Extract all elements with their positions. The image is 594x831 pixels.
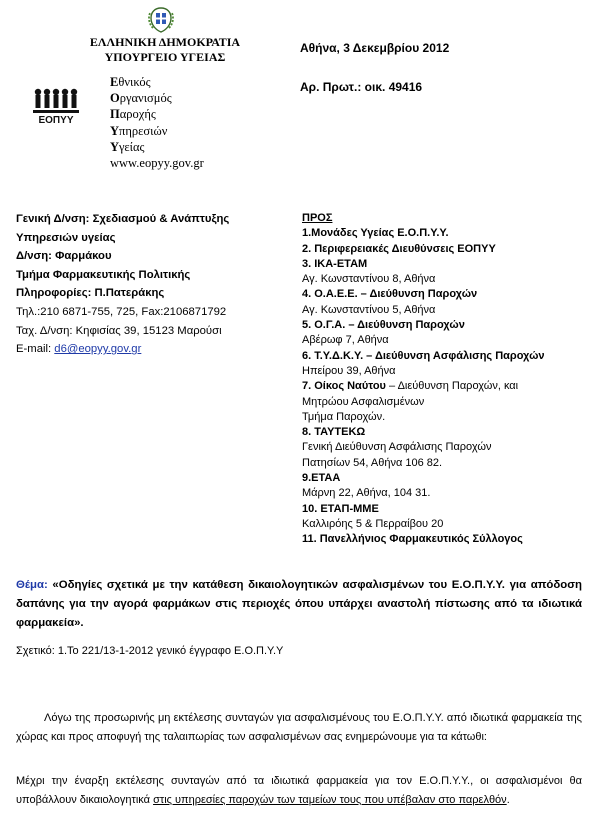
gov-line-2: ΥΠΟΥΡΓΕΙΟ ΥΓΕΙΑΣ	[104, 50, 226, 64]
org-line: Εθνικός	[110, 75, 151, 89]
recipient-line: 8. ΤΑΥΤΕΚΩ	[302, 426, 366, 439]
recipient-line: Καλλιρόης 5 & Περραίβου 20	[302, 517, 444, 530]
logo-text: ΕΟΠΥΥ	[38, 115, 74, 126]
recipient-line: Γενική Διεύθυνση Ασφάλισης Παροχών	[302, 441, 492, 454]
organization-name	[110, 74, 204, 171]
recipient-line: Αγ. Κωνσταντίνου 8, Αθήνα	[302, 273, 436, 286]
document-date: Αθήνα, 3 Δεκεμβρίου 2012	[300, 41, 450, 55]
eopyy-logo	[30, 86, 86, 126]
sender-line: Τμήμα Φαρμακευτικής Πολιτικής	[16, 268, 191, 281]
recipient-line: Πατησίων 54, Αθήνα 106 82.	[302, 456, 443, 469]
greek-emblem-icon	[146, 6, 176, 34]
sender-line: Δ/νση: Φαρμάκου	[16, 250, 112, 263]
recipient-line: 5. Ο.Γ.Α. – Διεύθυνση Παροχών	[302, 319, 465, 332]
recipient-line: Τμήμα Παροχών.	[302, 410, 386, 423]
subject-label: Θέμα:	[16, 579, 48, 591]
recipient-line: Αβέρωφ 7, Αθήνα	[302, 334, 389, 347]
recipient-line: 9.ΕΤΑΑ	[302, 472, 341, 485]
gov-line-1: ΕΛΛΗΝΙΚΗ ΔΗΜΟΚΡΑΤΙΑ	[89, 35, 241, 49]
underlined-text: στις υπηρεσίες παροχών των ταμείων τους που υπέβαλαν στο παρελθόν	[153, 794, 507, 806]
sender-line: Γενική Δ/νση: Σχεδιασμού & Ανάπτυξης	[16, 213, 230, 225]
sender-line: Υπηρεσιών υγείας	[16, 231, 116, 244]
org-line: Υπηρεσιών	[110, 123, 168, 138]
recipient-line: 1.Μονάδες Υγείας Ε.Ο.Π.Υ.Υ.	[302, 227, 449, 240]
body-paragraph-1: Λόγω της προσωρινής μη εκτέλεσης συνταγών για ασφαλισμένους του Ε.Ο.Π.Υ.Υ. από ιδιωτικά φαρμακεία της χώρας και προς αποφυγή της ταλαιπωρίας των ασφαλισμένων σας ενημερώνουμε για τα κάτωθι:	[16, 712, 582, 743]
org-line: Υγείας	[110, 139, 145, 154]
recipients-title: ΠΡΟΣ	[302, 212, 333, 224]
government-heading	[85, 35, 245, 65]
recipient-line: Μάρνη 22, Αθήνα, 104 31.	[302, 487, 431, 500]
recipient-line: 10. ΕΤΑΠ-ΜΜΕ	[302, 502, 379, 515]
sender-email-row	[16, 340, 286, 359]
subject	[16, 576, 582, 633]
sender-phone: Τηλ.:210 6871-755, 725, Fax:2106871792	[16, 305, 227, 318]
reference: Σχετικό: 1.Το 221/13-1-2012 γενικό έγγραφο Ε.Ο.Π.Υ.Υ	[16, 645, 284, 657]
recipient-line: 3. ΙΚΑ-ΕΤΑΜ	[302, 257, 368, 270]
recipient-line: 6. Τ.Υ.Δ.Κ.Υ. – Διεύθυνση Ασφάλισης Παροχών	[302, 349, 545, 362]
body-paragraph-2: Μέχρι την έναρξη εκτέλεσης συνταγών από τα ιδιωτικά φαρμακεία για τον Ε.Ο.Π.Υ.Υ., οι ασφαλισμένοι θα υποβάλλουν δικαιολογητικά στις υπηρεσίες παροχών των ταμείων τους που υπέβαλαν στο παρελθόν.	[16, 775, 582, 806]
recipient-line: 11. Πανελλήνιος Φαρμακευτικός Σύλλογος	[302, 533, 523, 546]
sender-line: Πληροφορίες: Π.Πατεράκης	[16, 287, 165, 300]
subject-text: «Οδηγίες σχετικά με την κατάθεση δικαιολογητικών ασφαλισμένων του Ε.Ο.Π.Υ.Υ. για απόδοση δαπάνης για την αγορά φαρμάκων στις περιοχές όπου υπάρχει αναστολή πίστωσης από τα ιδιωτικά φαρμακεία».	[16, 579, 582, 629]
sender-block	[16, 210, 286, 359]
recipients-block	[302, 211, 592, 548]
protocol-number: Αρ. Πρωτ.: οικ. 49416	[300, 80, 423, 94]
sender-address: Ταχ. Δ/νση: Κηφισίας 39, 15123 Μαρούσι	[16, 324, 222, 337]
recipient-line: 4. Ο.Α.Ε.Ε. – Διεύθυνση Παροχών	[302, 288, 478, 301]
email-link[interactable]: d6@eopyy.gov.gr	[54, 343, 142, 356]
recipient-line: Αγ. Κωνσταντίνου 5, Αθήνα	[302, 303, 436, 316]
recipient-line: Μητρώου Ασφαλισμένων	[302, 395, 425, 408]
recipients-list	[302, 226, 592, 547]
email-label: E-mail:	[16, 343, 55, 356]
website: www.eopyy.gov.gr	[110, 156, 204, 171]
org-line: Παροχής	[110, 107, 156, 122]
recipient-line: 2. Περιφερειακές Διευθύνσεις ΕΟΠΥΥ	[302, 242, 496, 255]
recipient-line: 7. Οίκος Ναύτου – Διεύθυνση Παροχών, και	[302, 380, 519, 393]
recipient-line: Ηπείρου 39, Αθήνα	[302, 364, 396, 377]
org-line: Οργανισμός	[110, 91, 172, 106]
